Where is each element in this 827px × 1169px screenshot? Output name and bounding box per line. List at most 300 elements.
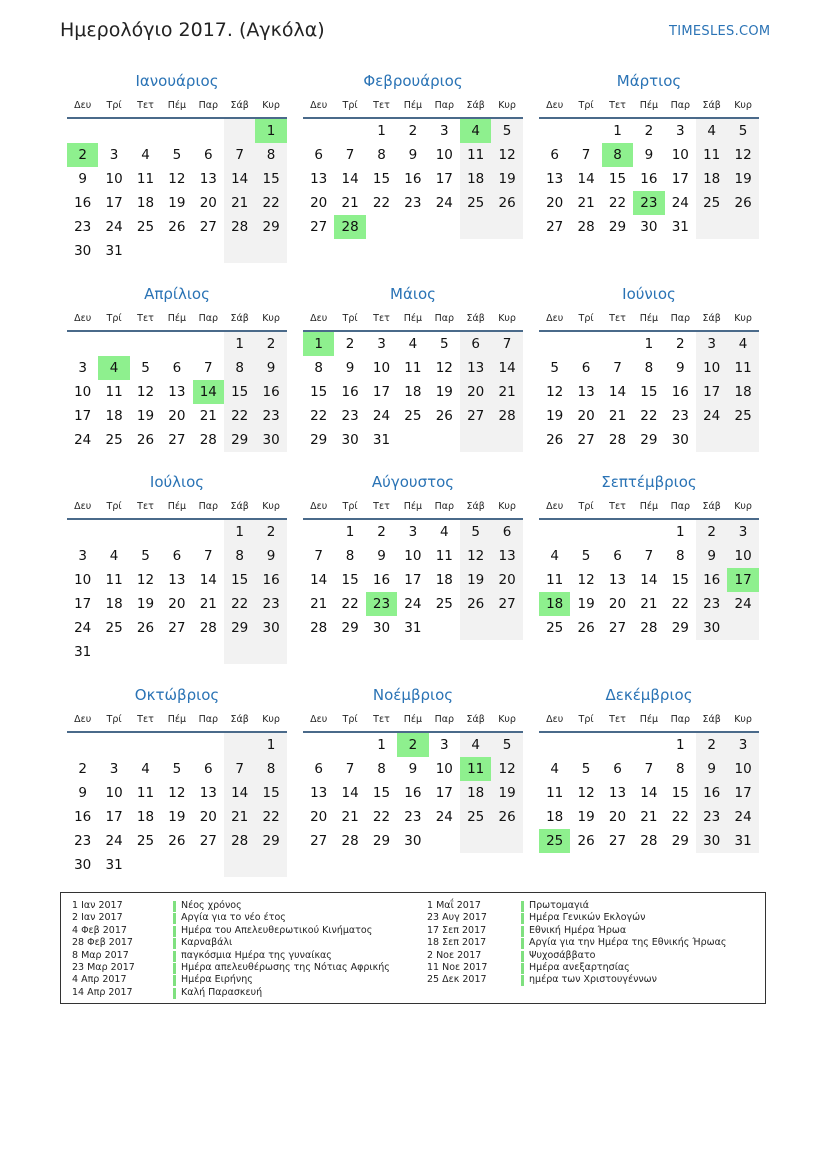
day-cell: 7	[644, 548, 654, 564]
day-cell: 14	[577, 171, 595, 187]
day-cell: 24	[74, 432, 92, 448]
month-name: Νοέμβριος	[372, 686, 454, 704]
weekday-label: Δευ	[546, 501, 564, 512]
day-cell: 26	[577, 833, 595, 849]
weekday-label: Δευ	[74, 501, 92, 512]
day-cell: 26	[467, 596, 485, 612]
day-cell: 23	[404, 195, 422, 211]
month-block	[67, 285, 287, 485]
day-cell: 29	[671, 620, 689, 636]
day-cell: 1	[377, 123, 386, 139]
day-cell: 29	[231, 620, 249, 636]
weekday-label: Σάβ	[466, 501, 485, 512]
legend-holiday-name: Πρωτομαγιά	[529, 900, 590, 911]
weekday-label: Σάβ	[702, 100, 721, 111]
day-cell: 27	[608, 620, 627, 636]
day-cell: 14	[341, 785, 359, 801]
weekday-label: Τετ	[373, 100, 390, 111]
legend-holiday-name: Καλή Παρασκευή	[181, 986, 263, 998]
legend-holiday-name: Ημέρα ανεξαρτησίας	[529, 962, 630, 973]
day-cell: 29	[671, 833, 689, 849]
day-cell: 6	[581, 360, 591, 376]
day-cell: 30	[341, 432, 359, 448]
weekday-label: Τρί	[342, 313, 358, 324]
weekday-label: Κυρ	[262, 501, 280, 512]
day-cell: 7	[502, 336, 512, 352]
day-cell: 19	[168, 195, 186, 211]
month-block	[67, 686, 287, 886]
legend-holiday-name: Νέος χρόνος	[181, 900, 242, 911]
day-cell: 4	[738, 336, 748, 352]
day-cell: 16	[703, 785, 721, 801]
weekday-label: Παρ	[670, 100, 690, 111]
legend-holiday-name: Αργία για την Ημέρα της Εθνικής Ήρωας	[529, 937, 727, 949]
weekday-label: Κυρ	[262, 313, 280, 324]
day-cell: 3	[109, 147, 119, 163]
day-cell: 19	[498, 785, 516, 801]
weekday-label: Κυρ	[734, 501, 752, 512]
day-cell: 22	[231, 408, 249, 424]
day-cell: 19	[136, 596, 155, 612]
day-cell: 13	[168, 384, 186, 400]
day-cell: 1	[613, 123, 622, 139]
day-cell: 24	[734, 809, 752, 825]
day-cell: 19	[168, 809, 186, 825]
day-cell: 23	[671, 408, 689, 424]
day-cell: 10	[372, 360, 391, 376]
day-cell: 14	[199, 572, 217, 588]
day-cell: 5	[550, 360, 559, 376]
legend-date: 2 Ιαν 2017	[72, 912, 123, 924]
day-cell: 5	[141, 360, 150, 376]
day-cell: 18	[734, 384, 752, 400]
weekday-label: Σάβ	[466, 100, 485, 111]
day-cell: 19	[435, 384, 453, 400]
day-cell: 11	[136, 785, 155, 801]
day-cell: 27	[310, 219, 328, 235]
day-cell: 3	[738, 737, 748, 753]
month-block	[303, 285, 523, 485]
day-cell: 12	[435, 360, 453, 376]
day-cell: 1	[235, 524, 244, 540]
day-cell: 1	[377, 737, 386, 753]
legend-date: 1 Μαΐ 2017	[427, 900, 481, 911]
legend-date: 23 Αυγ 2017	[427, 912, 487, 924]
day-cell: 7	[203, 360, 213, 376]
day-cell: 22	[262, 809, 280, 825]
legend-marker	[521, 951, 524, 962]
day-cell: 3	[738, 524, 748, 540]
brand-link[interactable]: TIMESLES.COM	[669, 24, 771, 39]
weekday-label: Πέμ	[167, 100, 187, 111]
day-cell: 13	[199, 785, 217, 801]
day-cell: 4	[439, 524, 449, 540]
day-cell: 23	[74, 219, 92, 235]
day-cell: 3	[78, 360, 87, 376]
day-cell: 27	[199, 219, 217, 235]
day-cell: 18	[467, 785, 485, 801]
day-cell: 4	[109, 548, 119, 564]
day-cell: 22	[372, 195, 391, 211]
day-cell: 4	[141, 761, 150, 777]
day-cell: 13	[199, 171, 217, 187]
month-block	[67, 473, 287, 673]
legend-holiday-name: Ημέρα του Απελευθερωτικού Κινήματος	[181, 924, 373, 936]
day-cell: 1	[266, 737, 276, 753]
day-cell: 31	[404, 620, 422, 636]
day-cell: 15	[231, 572, 249, 588]
day-cell: 29	[640, 432, 658, 448]
day-cell: 24	[435, 195, 453, 211]
day-cell: 11	[546, 572, 564, 588]
day-cell: 9	[78, 171, 87, 187]
day-cell: 22	[671, 596, 689, 612]
day-cell: 28	[640, 833, 658, 849]
day-cell: 7	[613, 360, 622, 376]
weekday-label: Τετ	[373, 501, 390, 512]
day-cell: 21	[640, 809, 658, 825]
day-cell: 8	[266, 761, 276, 777]
day-cell: 31	[372, 432, 391, 448]
weekday-label: Πέμ	[639, 313, 659, 324]
month-name: Αύγουστος	[371, 473, 455, 491]
weekday-label: Τρί	[106, 100, 122, 111]
day-cell: 15	[640, 384, 658, 400]
day-cell: 21	[310, 596, 328, 612]
day-cell: 17	[74, 596, 92, 612]
day-cell: 26	[136, 432, 155, 448]
day-cell: 10	[671, 147, 689, 163]
day-cell: 10	[74, 384, 92, 400]
day-cell: 3	[78, 548, 87, 564]
day-cell: 14	[341, 171, 359, 187]
weekday-label: Πέμ	[167, 501, 187, 512]
day-cell: 17	[435, 785, 453, 801]
day-cell: 14	[310, 572, 328, 588]
weekday-label: Πέμ	[403, 714, 423, 725]
day-cell: 20	[310, 195, 328, 211]
day-cell: 23	[341, 408, 359, 424]
day-cell: 7	[235, 147, 244, 163]
day-cell: 30	[262, 432, 280, 448]
day-cell: 11	[734, 360, 752, 376]
day-cell: 20	[577, 408, 595, 424]
day-cell: 4	[141, 147, 150, 163]
month-block	[539, 285, 759, 485]
day-cell: 9	[707, 761, 716, 777]
day-cell: 18	[467, 171, 485, 187]
day-cell: 24	[105, 833, 123, 849]
weekday-label: Δευ	[310, 501, 328, 512]
month-name: Ιούλιος	[149, 473, 205, 491]
day-cell: 23	[703, 809, 721, 825]
day-cell: 21	[577, 195, 595, 211]
day-cell: 25	[467, 195, 485, 211]
weekday-label: Δευ	[546, 313, 564, 324]
month-name: Μάρτιος	[616, 72, 682, 90]
day-cell: 13	[498, 548, 516, 564]
day-cell: 8	[235, 548, 244, 564]
weekday-label: Πέμ	[639, 100, 659, 111]
day-cell: 17	[372, 384, 391, 400]
weekday-label: Παρ	[198, 313, 218, 324]
day-cell: 2	[266, 524, 276, 540]
day-cell: 11	[703, 147, 721, 163]
legend-date: 2 Νοε 2017	[427, 949, 482, 961]
day-cell: 26	[546, 432, 564, 448]
day-cell: 20	[310, 809, 328, 825]
day-cell: 14	[640, 785, 658, 801]
day-cell: 11	[105, 384, 123, 400]
day-cell: 5	[502, 737, 512, 753]
month-block	[303, 686, 523, 886]
day-cell: 30	[74, 243, 92, 259]
holiday-day: 28	[334, 215, 365, 239]
day-cell: 30	[404, 833, 422, 849]
legend-marker	[173, 926, 176, 937]
day-cell: 28	[310, 620, 328, 636]
day-cell: 18	[105, 408, 123, 424]
day-cell: 25	[105, 432, 123, 448]
day-cell: 15	[341, 572, 359, 588]
day-cell: 3	[439, 123, 449, 139]
holiday-day: 8	[602, 143, 633, 167]
weekday-label: Τετ	[609, 100, 626, 111]
day-cell: 15	[671, 785, 689, 801]
day-cell: 24	[74, 620, 92, 636]
weekday-label: Σάβ	[230, 100, 249, 111]
day-cell: 15	[262, 171, 280, 187]
holiday-day: 14	[193, 380, 224, 404]
day-cell: 17	[435, 171, 453, 187]
day-cell: 13	[168, 572, 186, 588]
day-cell: 27	[168, 620, 186, 636]
legend-date: 11 Νοε 2017	[427, 962, 488, 973]
day-cell: 10	[435, 761, 453, 777]
day-cell: 18	[404, 384, 422, 400]
day-cell: 2	[644, 123, 654, 139]
day-cell: 25	[734, 408, 752, 424]
day-cell: 22	[640, 408, 658, 424]
day-cell: 21	[498, 384, 516, 400]
day-cell: 10	[74, 572, 92, 588]
day-cell: 6	[203, 147, 213, 163]
day-cell: 9	[266, 360, 276, 376]
day-cell: 26	[168, 219, 186, 235]
legend-date: 25 Δεκ 2017	[427, 974, 487, 986]
day-cell: 24	[372, 408, 391, 424]
legend-date: 1 Ιαν 2017	[72, 900, 123, 911]
day-cell: 2	[408, 123, 418, 139]
day-cell: 18	[136, 809, 155, 825]
day-cell: 7	[203, 548, 213, 564]
day-cell: 28	[577, 219, 595, 235]
day-cell: 25	[136, 833, 155, 849]
day-cell: 18	[546, 809, 564, 825]
weekday-label: Παρ	[670, 313, 690, 324]
day-cell: 31	[74, 644, 92, 660]
month-name: Απρίλιος	[144, 285, 210, 303]
month-block	[539, 686, 759, 886]
weekday-label: Τρί	[106, 313, 122, 324]
day-cell: 29	[608, 219, 627, 235]
month-name: Ιανουάριος	[135, 72, 219, 90]
day-cell: 14	[498, 360, 516, 376]
weekday-label: Παρ	[670, 501, 690, 512]
legend-holiday-name: Ψυχοσάββατο	[529, 949, 596, 961]
day-cell: 12	[136, 572, 155, 588]
day-cell: 25	[404, 408, 422, 424]
day-cell: 21	[231, 809, 249, 825]
day-cell: 9	[345, 360, 355, 376]
day-cell: 1	[644, 336, 654, 352]
day-cell: 17	[703, 384, 721, 400]
day-cell: 5	[439, 336, 449, 352]
day-cell: 8	[235, 360, 244, 376]
day-cell: 25	[703, 195, 721, 211]
day-cell: 10	[105, 785, 123, 801]
day-cell: 28	[640, 620, 658, 636]
day-cell: 18	[105, 596, 123, 612]
day-cell: 6	[613, 548, 622, 564]
weekday-label: Κυρ	[262, 100, 280, 111]
day-cell: 11	[105, 572, 123, 588]
day-cell: 11	[404, 360, 422, 376]
weekday-label: Δευ	[546, 714, 564, 725]
day-cell: 9	[266, 548, 276, 564]
day-cell: 31	[105, 243, 123, 259]
weekday-label: Κυρ	[498, 501, 516, 512]
month-block	[67, 72, 287, 272]
month-block	[539, 473, 759, 673]
day-cell: 29	[231, 432, 249, 448]
weekday-label: Τρί	[342, 100, 358, 111]
day-cell: 23	[703, 596, 721, 612]
day-cell: 26	[136, 620, 155, 636]
day-cell: 26	[498, 195, 516, 211]
day-cell: 13	[310, 785, 328, 801]
day-cell: 2	[675, 336, 685, 352]
day-cell: 20	[168, 408, 186, 424]
day-cell: 27	[467, 408, 485, 424]
legend-holiday-name: Ημέρα Ειρήνης	[181, 974, 253, 986]
day-cell: 19	[577, 596, 595, 612]
day-cell: 21	[341, 809, 359, 825]
holiday-day: 4	[460, 119, 491, 143]
weekday-label: Κυρ	[734, 313, 752, 324]
weekday-label: Δευ	[546, 100, 564, 111]
day-cell: 12	[734, 147, 752, 163]
day-cell: 30	[671, 432, 689, 448]
weekday-label: Τρί	[106, 714, 122, 725]
day-cell: 20	[199, 195, 217, 211]
weekday-label: Δευ	[74, 100, 92, 111]
day-cell: 9	[408, 761, 418, 777]
day-cell: 11	[546, 785, 564, 801]
day-cell: 6	[314, 147, 323, 163]
legend-date: 17 Σεπ 2017	[427, 924, 487, 936]
day-cell: 31	[671, 219, 689, 235]
day-cell: 28	[199, 432, 217, 448]
day-cell: 19	[546, 408, 564, 424]
weekday-label: Παρ	[434, 100, 454, 111]
month-block	[303, 72, 523, 272]
day-cell: 22	[608, 195, 627, 211]
day-cell: 12	[467, 548, 485, 564]
day-cell: 5	[172, 761, 182, 777]
day-cell: 17	[404, 572, 422, 588]
legend-holiday-name: Καρναβάλι	[181, 937, 233, 949]
legend-marker	[173, 951, 176, 962]
day-cell: 15	[310, 384, 328, 400]
day-cell: 22	[262, 195, 280, 211]
day-cell: 17	[74, 408, 92, 424]
weekday-label: Τρί	[342, 714, 358, 725]
weekday-label: Σάβ	[230, 714, 249, 725]
weekday-label: Κυρ	[734, 714, 752, 725]
legend-holiday-name: Ημέρα απελευθέρωσης της Νότιας Αφρικής	[181, 962, 390, 973]
day-cell: 16	[74, 195, 92, 211]
day-cell: 28	[608, 432, 627, 448]
day-cell: 21	[231, 195, 249, 211]
weekday-label: Πέμ	[403, 313, 423, 324]
day-cell: 25	[105, 620, 123, 636]
day-cell: 17	[105, 809, 123, 825]
day-cell: 27	[199, 833, 217, 849]
holiday-day: 23	[633, 191, 664, 215]
day-cell: 29	[372, 833, 391, 849]
day-cell: 2	[707, 737, 716, 753]
day-cell: 28	[341, 833, 359, 849]
day-cell: 13	[608, 572, 627, 588]
day-cell: 15	[372, 785, 391, 801]
day-cell: 1	[675, 524, 685, 540]
day-cell: 5	[581, 761, 591, 777]
day-cell: 20	[467, 384, 485, 400]
day-cell: 16	[404, 785, 422, 801]
weekday-label: Τετ	[609, 313, 626, 324]
day-cell: 8	[266, 147, 276, 163]
day-cell: 8	[675, 548, 685, 564]
holiday-legend	[60, 892, 766, 1004]
day-cell: 3	[109, 761, 119, 777]
day-cell: 30	[703, 620, 721, 636]
month-name: Μάιος	[390, 285, 436, 303]
day-cell: 12	[498, 147, 516, 163]
day-cell: 9	[707, 548, 716, 564]
day-cell: 19	[734, 171, 752, 187]
day-cell: 27	[608, 833, 627, 849]
legend-date: 18 Σεπ 2017	[427, 937, 487, 949]
day-cell: 7	[235, 761, 244, 777]
legend-holiday-name: ημέρα των Χριστουγέννων	[529, 974, 657, 986]
day-cell: 13	[546, 171, 564, 187]
holiday-day: 17	[727, 568, 758, 592]
legend-date: 8 Μαρ 2017	[72, 949, 129, 961]
day-cell: 26	[577, 620, 595, 636]
month-name: Δεκέμβριος	[605, 686, 693, 704]
day-cell: 4	[471, 737, 480, 753]
legend-marker	[173, 975, 176, 986]
day-cell: 21	[640, 596, 658, 612]
holiday-day: 2	[67, 143, 98, 167]
holiday-day: 25	[539, 829, 570, 853]
day-cell: 6	[314, 761, 323, 777]
weekday-label: Παρ	[434, 313, 454, 324]
weekday-label: Δευ	[310, 714, 328, 725]
legend-holiday-name: Εθνική Ημέρα Ήρωα	[529, 924, 627, 936]
weekday-label: Τετ	[609, 714, 626, 725]
